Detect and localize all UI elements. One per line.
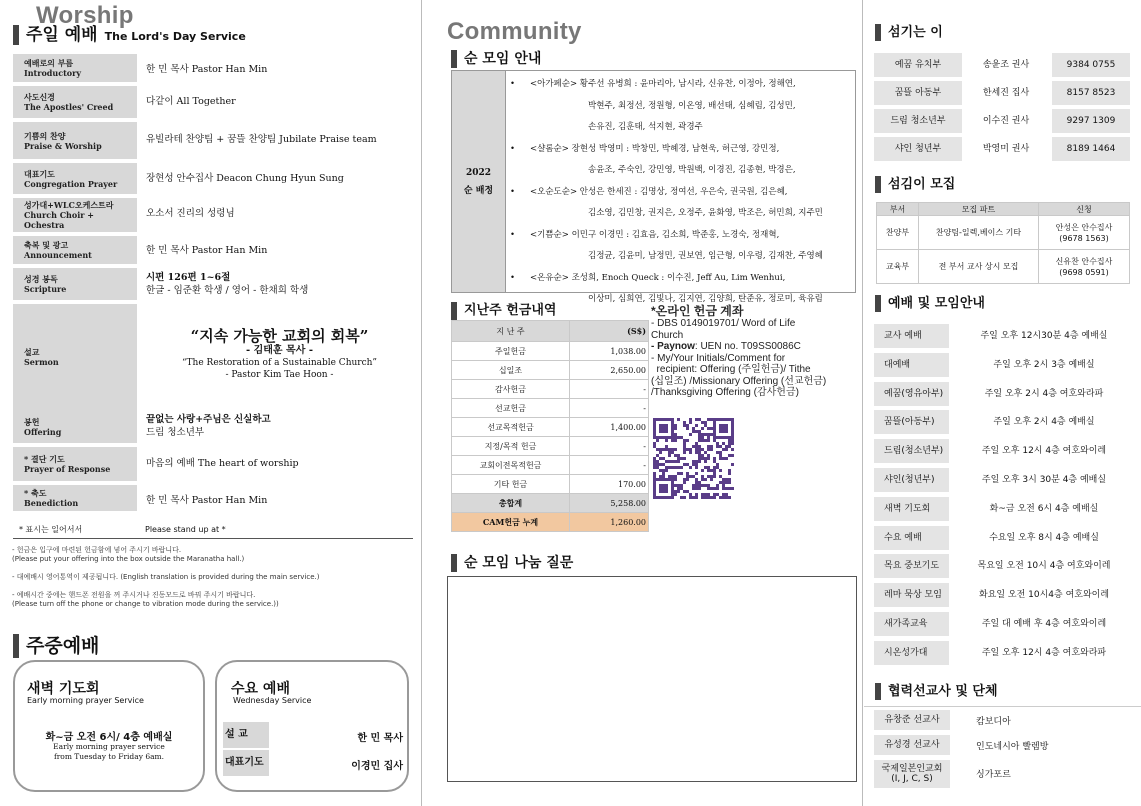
server-row — [874, 108, 1129, 136]
offering-label: 지정/목적 헌금 — [452, 437, 570, 456]
server-dept: 예꿈 유치부 — [874, 53, 962, 77]
sermon-block — [146, 327, 413, 381]
sermon-preacher-en: - Pastor Kim Tae Hoon - — [225, 370, 334, 380]
meeting-name: 시온성가대 — [874, 641, 949, 665]
order-value-line: 한 민 목사 Pastor Han Min — [146, 63, 268, 75]
order-label — [13, 268, 137, 300]
stand-note-kr: * 표시는 일어서서 — [19, 525, 83, 534]
notice-offering — [12, 546, 417, 564]
order-label-kr: 성경 봉독 — [24, 274, 58, 284]
meeting-time: 주일 오후 12시30분 4층 예배실 — [980, 331, 1108, 341]
cell-group-year-cell — [452, 71, 506, 292]
recruit-part: 전 부서 교사 상시 모집 — [919, 250, 1039, 284]
offering-value: 2,650.00 — [570, 361, 649, 380]
offering-value: - — [570, 456, 649, 475]
online-line: - My/Your Initials/Comment for — [651, 352, 786, 364]
order-value-line: 드림 청소년부 — [146, 427, 205, 438]
order-label-kr: 성가대+WLC오케스트라 — [24, 200, 114, 210]
order-label-kr: 사도신경 — [24, 92, 55, 102]
order-label — [13, 410, 137, 443]
order-label-en: Congregation Prayer — [24, 178, 118, 189]
online-line: /Thanksgiving Offering (감사헌금) — [651, 387, 799, 398]
paynow-label: Paynow — [657, 341, 695, 352]
server-phone: 8157 8523 — [1052, 81, 1130, 105]
cell-group-members: <아가페순> 황주선 유병희 : 윤마리아, 남시라, 신유찬, 이정아, 정해연, — [530, 79, 796, 89]
order-row — [13, 485, 413, 515]
online-line: (십일조) /Missionary Offering (선교헌금) — [651, 375, 827, 387]
recruit-table — [876, 202, 1130, 284]
order-value-line: 다같이 All Together — [146, 95, 236, 107]
order-label-en: Sermon — [24, 357, 59, 367]
meeting-row — [874, 495, 1134, 524]
server-phone: 9384 0755 — [1052, 53, 1130, 77]
cell-group-members: <샬롬순> 장현성 박영미 : 박창민, 박혜경, 남현욱, 허근영, 강민정, — [530, 143, 780, 154]
meeting-time: 주일 오후 2시 4층 예배실 — [993, 417, 1095, 428]
server-dept: 드림 청소년부 — [874, 109, 962, 133]
server-name: 이수진 권사 — [982, 116, 1030, 126]
cell-group-item — [510, 74, 851, 139]
mission-place: 캄보디아 — [976, 717, 1011, 727]
recruit-row — [877, 250, 1130, 284]
bullet-icon: • — [510, 186, 516, 197]
order-label-en: Prayer of Response — [24, 464, 111, 474]
order-value — [146, 122, 413, 156]
meeting-time: 화요일 오전 10시4층 여호와이레 — [978, 590, 1110, 601]
weekday-heading — [13, 632, 99, 658]
wed-row-prayer — [223, 750, 407, 776]
meeting-name: 새벽 기도회 — [874, 497, 949, 521]
offering-row — [452, 399, 649, 418]
order-label — [13, 86, 137, 118]
servers-heading — [875, 21, 943, 41]
offering-value: 170.00 — [570, 475, 649, 494]
order-label — [13, 122, 137, 159]
recruit-contact-phone: (9698 0591) — [1059, 267, 1109, 277]
mission-place: 인도네시아 빨렘방 — [976, 742, 1049, 752]
meeting-row — [874, 610, 1134, 639]
notice-list — [12, 546, 417, 609]
cell-group-members: <온유순> 조성희, Enoch Queck : 이수진, Jeff Au, Lim Wenhui, — [530, 272, 786, 283]
meeting-row — [874, 408, 1134, 437]
order-value-line: 오소서 진리의 성령님 — [146, 207, 235, 219]
notice-text: - 대예배시 영어통역이 제공됩니다. (English translation is provided during the main service.) — [12, 573, 320, 581]
cell-group-line: 이상미, 심희연, 김빛나, 김지연, 김양희, 탄준유, 정로미, 육유림 — [588, 294, 823, 304]
cell-group-line — [510, 182, 851, 204]
meeting-time: 주일 오후 2시 3층 예배실 — [993, 359, 1095, 370]
meeting-row — [874, 380, 1134, 409]
heading-bar — [13, 634, 19, 658]
order-label-en: Praise & Worship — [24, 140, 102, 151]
order-label-en: Announcement — [24, 250, 92, 260]
order-value-line: 시편 126편 1~6절 — [146, 272, 231, 283]
stand-note-en: Please stand up at * — [145, 525, 226, 534]
offering-title: 지난주 헌금내역 — [464, 303, 557, 318]
offering-header-unit: (S$) — [570, 321, 649, 342]
meeting-time: 주일 오후 3시 30분 4층 예배실 — [981, 474, 1107, 485]
mission-place: 싱가포르 — [976, 770, 1011, 780]
question-heading — [451, 552, 573, 572]
wed-subtitle: Wednesday Service — [233, 696, 312, 705]
offering-row — [452, 380, 649, 399]
order-label-en: Offering — [24, 426, 62, 437]
meeting-row — [874, 322, 1134, 351]
order-value-line: 끝없는 사랑+주님은 신실하고 — [146, 414, 271, 425]
cell-group-year: 2022 — [465, 167, 492, 178]
cell-group-line — [510, 74, 851, 96]
offering-value: - — [570, 399, 649, 418]
order-label — [13, 447, 137, 481]
recruit-title: 섬김이 모집 — [888, 177, 956, 192]
offering-value: 1,400.00 — [570, 418, 649, 437]
order-label-kr: 봉헌 — [24, 416, 40, 427]
meeting-time: 화~금 오전 6시 4층 예배실 — [989, 503, 1099, 514]
sermon-title: “지속 가능한 교회의 회복” — [190, 327, 369, 345]
meeting-time: 주일 오후 12시 4층 여호와라파 — [981, 647, 1107, 658]
recruit-contact — [1039, 250, 1130, 284]
offering-row — [452, 342, 649, 361]
online-line: Church — [651, 329, 684, 341]
heading-bar — [451, 50, 457, 68]
order-row — [13, 236, 413, 264]
offering-label: 십일조 — [452, 361, 570, 380]
sermon-preacher: - 김태훈 목사 - — [245, 345, 314, 356]
mission-name — [874, 735, 950, 755]
meeting-row — [874, 437, 1134, 466]
offering-row — [452, 456, 649, 475]
server-dept: 샤인 청년부 — [874, 137, 962, 161]
bullet-icon: • — [510, 272, 516, 283]
offering-cam-row — [452, 513, 649, 532]
order-label-en: Introductory — [24, 68, 81, 78]
order-value-line: 장현성 안수집사 Deacon Chung Hyun Sung — [146, 172, 344, 184]
order-row — [13, 163, 413, 193]
offering-value: 1,038.00 — [570, 342, 649, 361]
order-value-line: 마음의 예배 The heart of worship — [146, 457, 299, 469]
cell-group-arrangement: 순 배정 — [463, 185, 494, 196]
mission-name-line: (I, J, C, S) — [891, 774, 933, 784]
mission-row — [864, 732, 1141, 757]
offering-label: 감사헌금 — [452, 380, 570, 399]
offering-label: 선교헌금 — [452, 399, 570, 418]
dawn-time-en-line: from Tuesday to Friday 6am. — [53, 752, 165, 761]
order-label-kr: 설교 — [24, 347, 40, 357]
notice-text: - 예배시간 중에는 핸드폰 전원을 꺼 주시거나 진동모드로 바꿔 주시기 바랍니다. — [12, 591, 256, 599]
mission-name — [874, 710, 950, 730]
offering-label: 교회이전목적헌금 — [452, 456, 570, 475]
offering-table — [451, 320, 649, 532]
mission-row — [864, 757, 1141, 782]
cell-group-item — [510, 139, 851, 182]
offering-row — [452, 475, 649, 494]
cell-group-title: 순 모임 안내 — [464, 51, 542, 67]
offering-total-label: 총합계 — [452, 494, 570, 513]
recruit-dept: 찬양부 — [877, 216, 919, 250]
order-label-kr: 대표기도 — [24, 168, 55, 179]
server-name: 박영미 권사 — [982, 144, 1030, 154]
cell-group-heading — [451, 48, 541, 68]
dawn-title: 새벽 기도회 — [27, 681, 100, 697]
offering-header-label: 지 난 주 — [452, 321, 570, 342]
cell-group-item — [510, 182, 851, 225]
cell-group-line: 손유진, 김훈태, 석지현, 곽경주 — [588, 122, 703, 132]
dawn-prayer-box — [13, 660, 205, 792]
order-label-en: Scripture — [24, 284, 67, 294]
missions-list — [864, 706, 1141, 782]
order-label-kr: 기쁨의 찬양 — [24, 130, 66, 141]
meeting-name: 예꿈(영유아부) — [874, 382, 949, 406]
paynow-qr-code-icon — [653, 418, 735, 500]
offering-value: - — [570, 380, 649, 399]
meeting-row — [874, 552, 1134, 581]
order-row — [13, 410, 413, 442]
online-line: recipient: Offering (주일헌금)/ Tithe — [651, 364, 811, 375]
recruit-head-apply: 신청 — [1039, 203, 1130, 216]
wednesday-service-box — [215, 660, 409, 792]
order-value — [146, 54, 413, 84]
info-column — [864, 0, 1141, 806]
wed-row-label: 대표기도 — [223, 750, 269, 776]
community-title: Community — [447, 18, 582, 45]
server-phone: 8189 1464 — [1052, 137, 1130, 161]
meeting-name: 샤인(청년부) — [874, 468, 949, 492]
order-row — [13, 86, 413, 116]
offering-label: 기타 헌금 — [452, 475, 570, 494]
offering-label: 주일헌금 — [452, 342, 570, 361]
mission-row — [864, 707, 1141, 732]
mission-name — [874, 760, 950, 788]
meeting-name: 새가족교육 — [874, 612, 949, 636]
offering-row — [452, 418, 649, 437]
order-value — [146, 236, 413, 264]
worship-column — [0, 0, 422, 806]
weekday-title: 주중예배 — [26, 635, 100, 657]
offering-cam-value: 1,260.00 — [570, 513, 649, 532]
online-paynow: - Paynow: UEN no. T09SS0086C — [651, 341, 801, 352]
meeting-time: 주일 오후 2시 4층 여호와라파 — [984, 388, 1104, 399]
offering-row — [452, 437, 649, 456]
mission-name-line: 국제일본인교회 — [881, 764, 943, 774]
wed-row-label: 설 교 — [223, 722, 269, 748]
order-label-kr: 예배로의 부름 — [24, 58, 74, 68]
offering-total-row — [452, 494, 649, 513]
dawn-time-en-line: Early morning prayer service — [53, 742, 165, 751]
meeting-time: 수요일 오후 8시 4층 예배실 — [989, 532, 1099, 543]
online-title: *온라인 헌금 계좌 — [651, 304, 744, 318]
order-row — [13, 198, 413, 228]
cell-group-line — [510, 225, 851, 247]
meeting-row — [874, 524, 1134, 553]
recruit-contact-name: 안성은 안수집사 — [1055, 222, 1113, 232]
notice-phone — [12, 591, 417, 609]
order-value-line: 유빌라테 찬양팀 + 꿈뜰 찬양팀 Jubilate Praise team — [146, 133, 377, 145]
meeting-row — [874, 639, 1134, 668]
offering-value: - — [570, 437, 649, 456]
order-label-kr: * 축도 — [24, 488, 47, 498]
order-label-en: Benediction — [24, 498, 79, 508]
offering-cam-label: CAM헌금 누계 — [452, 513, 570, 532]
order-value — [146, 304, 413, 404]
bullet-icon: • — [510, 143, 516, 154]
dawn-time: 화~금 오전 6시/ 4층 예배실 — [45, 732, 173, 743]
mission-name-line: 유성경 선교사 — [884, 740, 940, 750]
recruit-contact-name: 신유찬 안수집사 — [1055, 256, 1113, 266]
recruit-part: 찬양팀-일렉,베이스 기타 — [919, 216, 1039, 250]
recruit-contact-phone: (9678 1563) — [1059, 233, 1109, 243]
sermon-title-en: “The Restoration of a Sustainable Church” — [181, 358, 378, 368]
cell-group-line — [510, 268, 851, 290]
paynow-uen: : UEN no. T09SS0086C — [694, 341, 801, 352]
order-label-en: Church Choir + Ochestra — [24, 210, 94, 230]
wed-row-sermon — [223, 722, 407, 748]
meeting-time: 주일 오후 12시 4층 여호와이레 — [981, 446, 1107, 457]
order-value — [146, 447, 413, 479]
question-box — [447, 576, 857, 782]
offering-row — [452, 361, 649, 380]
order-label — [13, 163, 137, 194]
heading-bar — [875, 295, 881, 312]
server-name: 한세진 집사 — [982, 88, 1030, 98]
meetings-title: 예배 및 모임안내 — [888, 296, 985, 311]
meeting-name: 드림(청소년부) — [874, 439, 949, 463]
cell-group-line: 송윤조, 주숙인, 강민영, 박원백, 이경진, 김종현, 박경은, — [588, 165, 796, 175]
heading-bar — [875, 683, 881, 700]
order-value-line: 한 민 목사 Pastor Han Min — [146, 494, 268, 506]
notice-text: - 헌금은 입구에 마련된 헌금함에 넣어 주시기 바랍니다. — [12, 546, 182, 554]
order-row — [13, 447, 413, 479]
order-label — [13, 198, 137, 232]
offering-table-header — [452, 321, 649, 342]
heading-bar — [875, 24, 881, 41]
server-row — [874, 80, 1129, 108]
server-phone: 9297 1309 — [1052, 109, 1130, 133]
offering-total-value: 5,258.00 — [570, 494, 649, 513]
online-offering — [651, 304, 856, 399]
cell-group-line: 김정균, 김윤미, 남정민, 권보연, 임근형, 이우령, 김재찬, 주영혜 — [588, 251, 823, 261]
order-row — [13, 304, 413, 404]
meeting-row — [874, 351, 1134, 380]
meetings-list — [874, 322, 1134, 668]
wed-row-value: 이경민 집사 — [351, 761, 403, 772]
dawn-time-en — [15, 742, 203, 762]
cell-group-line: 김소영, 김민창, 권지은, 오정주, 윤화영, 박조은, 허민희, 지주민 — [588, 208, 823, 218]
order-label — [13, 304, 137, 410]
server-name: 송윤조 권사 — [982, 60, 1030, 70]
meeting-row — [874, 466, 1134, 495]
order-value — [146, 410, 413, 442]
bullet-icon: • — [510, 229, 516, 240]
order-value-line: 한글 - 임준환 학생 / 영어 - 한채희 학생 — [146, 285, 309, 296]
cell-group-item — [510, 225, 851, 268]
dawn-subtitle: Early morning prayer Service — [27, 696, 144, 705]
order-row — [13, 268, 413, 300]
bullet-icon: • — [510, 79, 516, 89]
order-value — [146, 86, 413, 116]
recruit-dept: 교육부 — [877, 250, 919, 284]
meeting-row — [874, 581, 1134, 610]
meeting-name: 목요 중보기도 — [874, 554, 949, 578]
sunday-service-subtitle: The Lord's Day Service — [104, 30, 246, 43]
meeting-name: 교사 예배 — [874, 324, 949, 348]
server-row — [874, 52, 1129, 80]
meetings-heading — [875, 292, 985, 312]
cell-group-list — [510, 74, 851, 311]
worship-word: Worship — [36, 2, 134, 29]
divider — [421, 0, 422, 806]
order-label — [13, 236, 137, 264]
meeting-name: 수요 예배 — [874, 526, 949, 550]
heading-bar — [451, 302, 457, 320]
cell-group-line — [510, 139, 851, 161]
order-row — [13, 54, 413, 84]
order-label — [13, 54, 137, 82]
notice-translation — [12, 573, 417, 582]
order-row — [13, 122, 413, 156]
meeting-name: 대예배 — [874, 353, 949, 377]
meeting-time: 주일 대 예배 후 4층 여호와이레 — [981, 618, 1107, 629]
meeting-name: 레마 묵상 모임 — [874, 583, 949, 607]
sunday-service-heading — [13, 23, 246, 45]
offering-label: 선교목적헌금 — [452, 418, 570, 437]
order-value — [146, 485, 413, 515]
stand-note-row — [13, 519, 413, 539]
cell-group-table — [451, 70, 856, 304]
order-value — [146, 198, 413, 228]
order-value — [146, 163, 413, 193]
meeting-name: 꿈뜰(아동부) — [874, 410, 949, 434]
order-label-kr: 축복 및 광고 — [24, 240, 69, 250]
missions-heading — [875, 680, 998, 700]
wed-title: 수요 예배 — [231, 681, 290, 697]
recruit-heading — [875, 173, 955, 193]
server-dept: 꿈뜰 아동부 — [874, 81, 962, 105]
cell-group-line: 박현주, 최정선, 정원형, 이온영, 배선태, 심혜림, 김성민, — [588, 100, 796, 111]
server-row — [874, 136, 1129, 164]
sunday-service-title: 주일 예배 — [26, 25, 98, 45]
order-label-kr: * 결단 기도 — [24, 454, 65, 464]
mission-name-line: 유창준 선교사 — [884, 715, 940, 725]
missions-title: 협력선교사 및 단체 — [888, 684, 998, 699]
cell-group-members: <기쁨순> 이민구 이경민 : 김효음, 김소희, 박준홍, 노경숙, 정재혁, — [530, 229, 780, 240]
order-value-line: 한 민 목사 Pastor Han Min — [146, 244, 268, 256]
wed-row-value: 한 민 목사 — [357, 733, 403, 744]
cell-group-members: <오순도순> 안성은 한세진 : 김명상, 정여선, 우은숙, 권국원, 김은혜, — [530, 186, 788, 197]
recruit-header — [877, 203, 1130, 216]
servers-table — [874, 52, 1129, 164]
question-title: 순 모임 나눔 질문 — [464, 555, 574, 571]
recruit-row — [877, 216, 1130, 250]
online-line: - DBS 0149019701/ Word of Life — [651, 318, 796, 329]
recruit-head-dept: 부서 — [877, 203, 919, 216]
heading-bar — [451, 554, 457, 572]
heading-bar — [13, 25, 19, 45]
order-value — [146, 268, 413, 300]
community-column — [423, 0, 863, 806]
recruit-contact — [1039, 216, 1130, 250]
order-label — [13, 485, 137, 511]
notice-text-en: (Please turn off the phone or change to vibration mode during the service.)) — [12, 600, 279, 608]
servers-title: 섬기는 이 — [888, 25, 943, 40]
order-label-en: The Apostles' Creed — [24, 102, 114, 112]
heading-bar — [875, 176, 881, 193]
notice-text-en: (Please put your offering into the box outside the Maranatha hall.) — [12, 555, 245, 563]
recruit-head-part: 모집 파트 — [919, 203, 1039, 216]
offering-heading — [451, 300, 556, 320]
meeting-time: 목요일 오전 10시 4층 여호와이레 — [977, 561, 1111, 572]
